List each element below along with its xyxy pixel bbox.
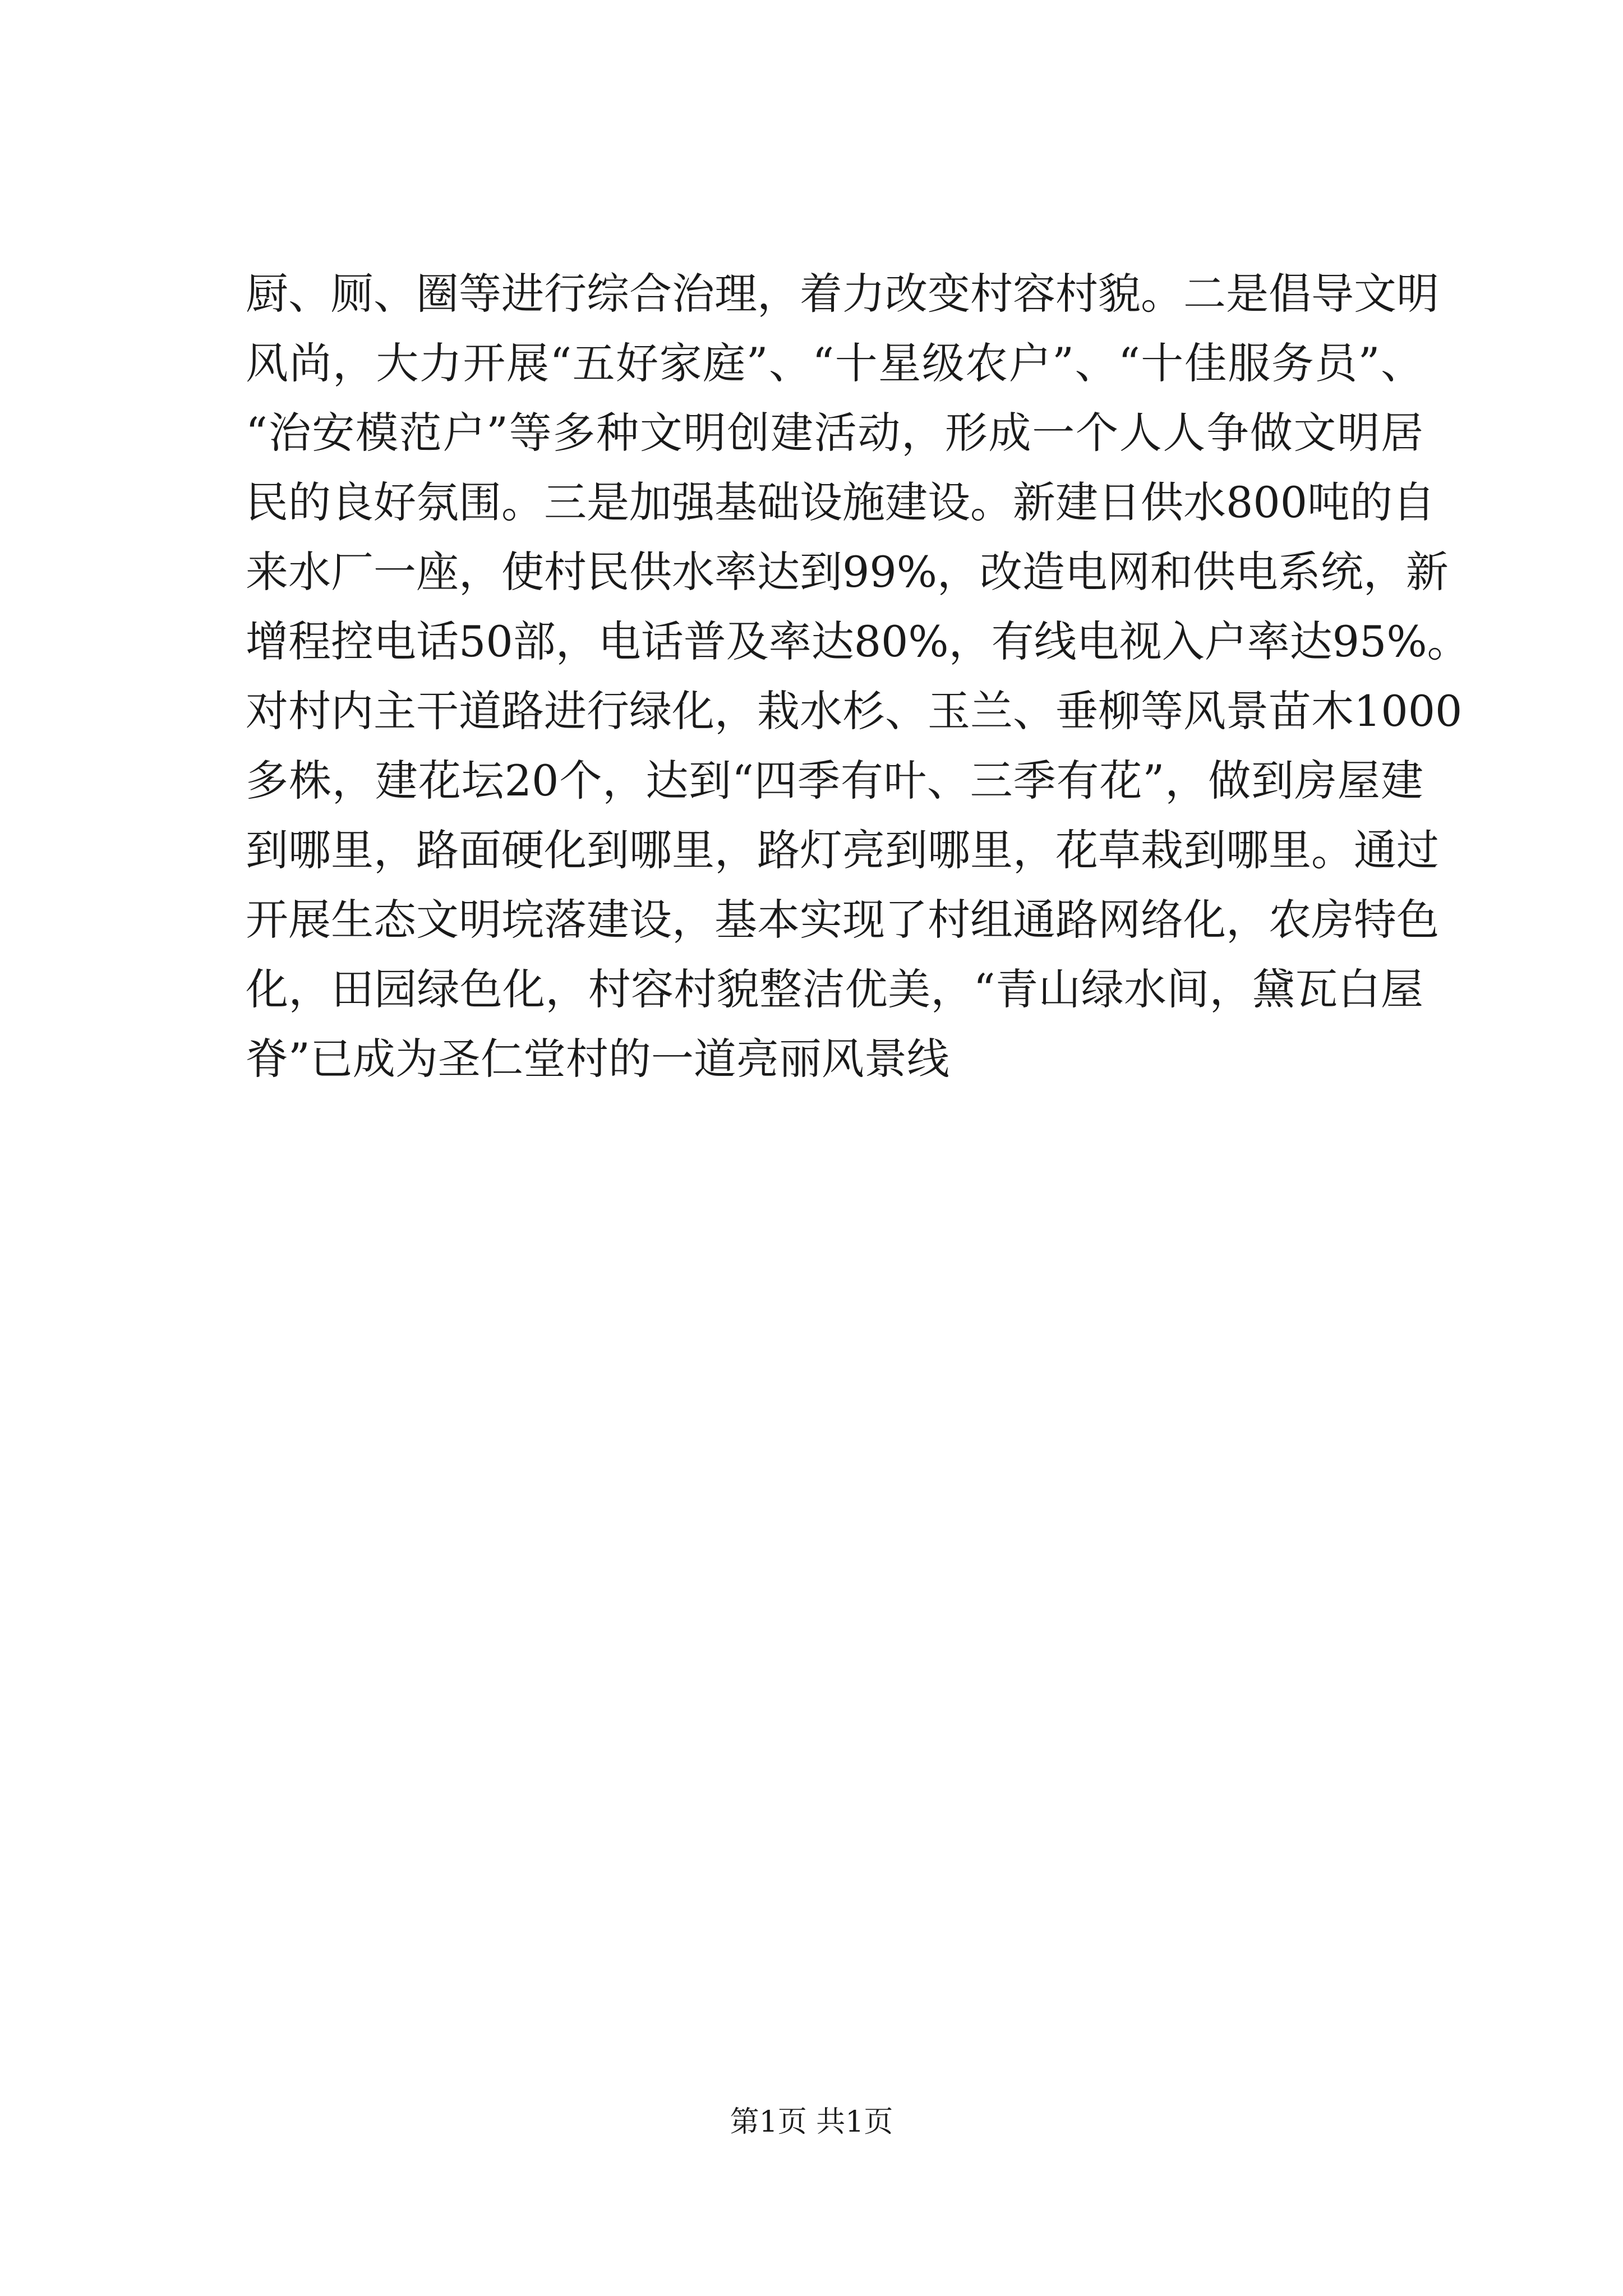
body-paragraph: [246, 259, 1470, 1094]
text-line: 民的良好氛围。三是加强基础设施建设。新建日供水800吨的自: [246, 477, 1436, 527]
text-line: 开展生态文明垸落建设，基本实现了村组通路网络化，农房特色: [246, 895, 1439, 945]
text-line: 脊”已成为圣仁堂村的一道亮丽风景线: [246, 1034, 949, 1084]
text-line: 多株，建花坛20个，达到“四季有叶、三季有花”，做到房屋建: [246, 756, 1423, 806]
text-line: 厨、厕、圈等进行综合治理，着力改变村容村貌。二是倡导文明: [246, 269, 1439, 319]
text-line: 到哪里，路面硬化到哪里，路灯亮到哪里，花草栽到哪里。通过: [246, 825, 1439, 875]
text-line: 来水厂一座，使村民供水率达到99%，改造电网和供电系统，新: [246, 547, 1449, 597]
text-line: 增程控电话50部，电话普及率达80%，有线电视入户率达95%。: [246, 616, 1470, 666]
text-line: 对村内主干道路进行绿化，栽水杉、玉兰、垂柳等风景苗木1000: [246, 686, 1463, 736]
text-line: “治安模范户”等多种文明创建活动，形成一个人人争做文明居: [246, 408, 1423, 458]
text-line: 化，田园绿色化，村容村貌整洁优美，“青山绿水间，黛瓦白屋: [246, 964, 1423, 1014]
text-line: 风尚，大力开展“五好家庭”、“十星级农户”、“十佳服务员”、: [246, 338, 1423, 388]
page-number-footer: 第1页 共1页: [730, 2105, 893, 2139]
